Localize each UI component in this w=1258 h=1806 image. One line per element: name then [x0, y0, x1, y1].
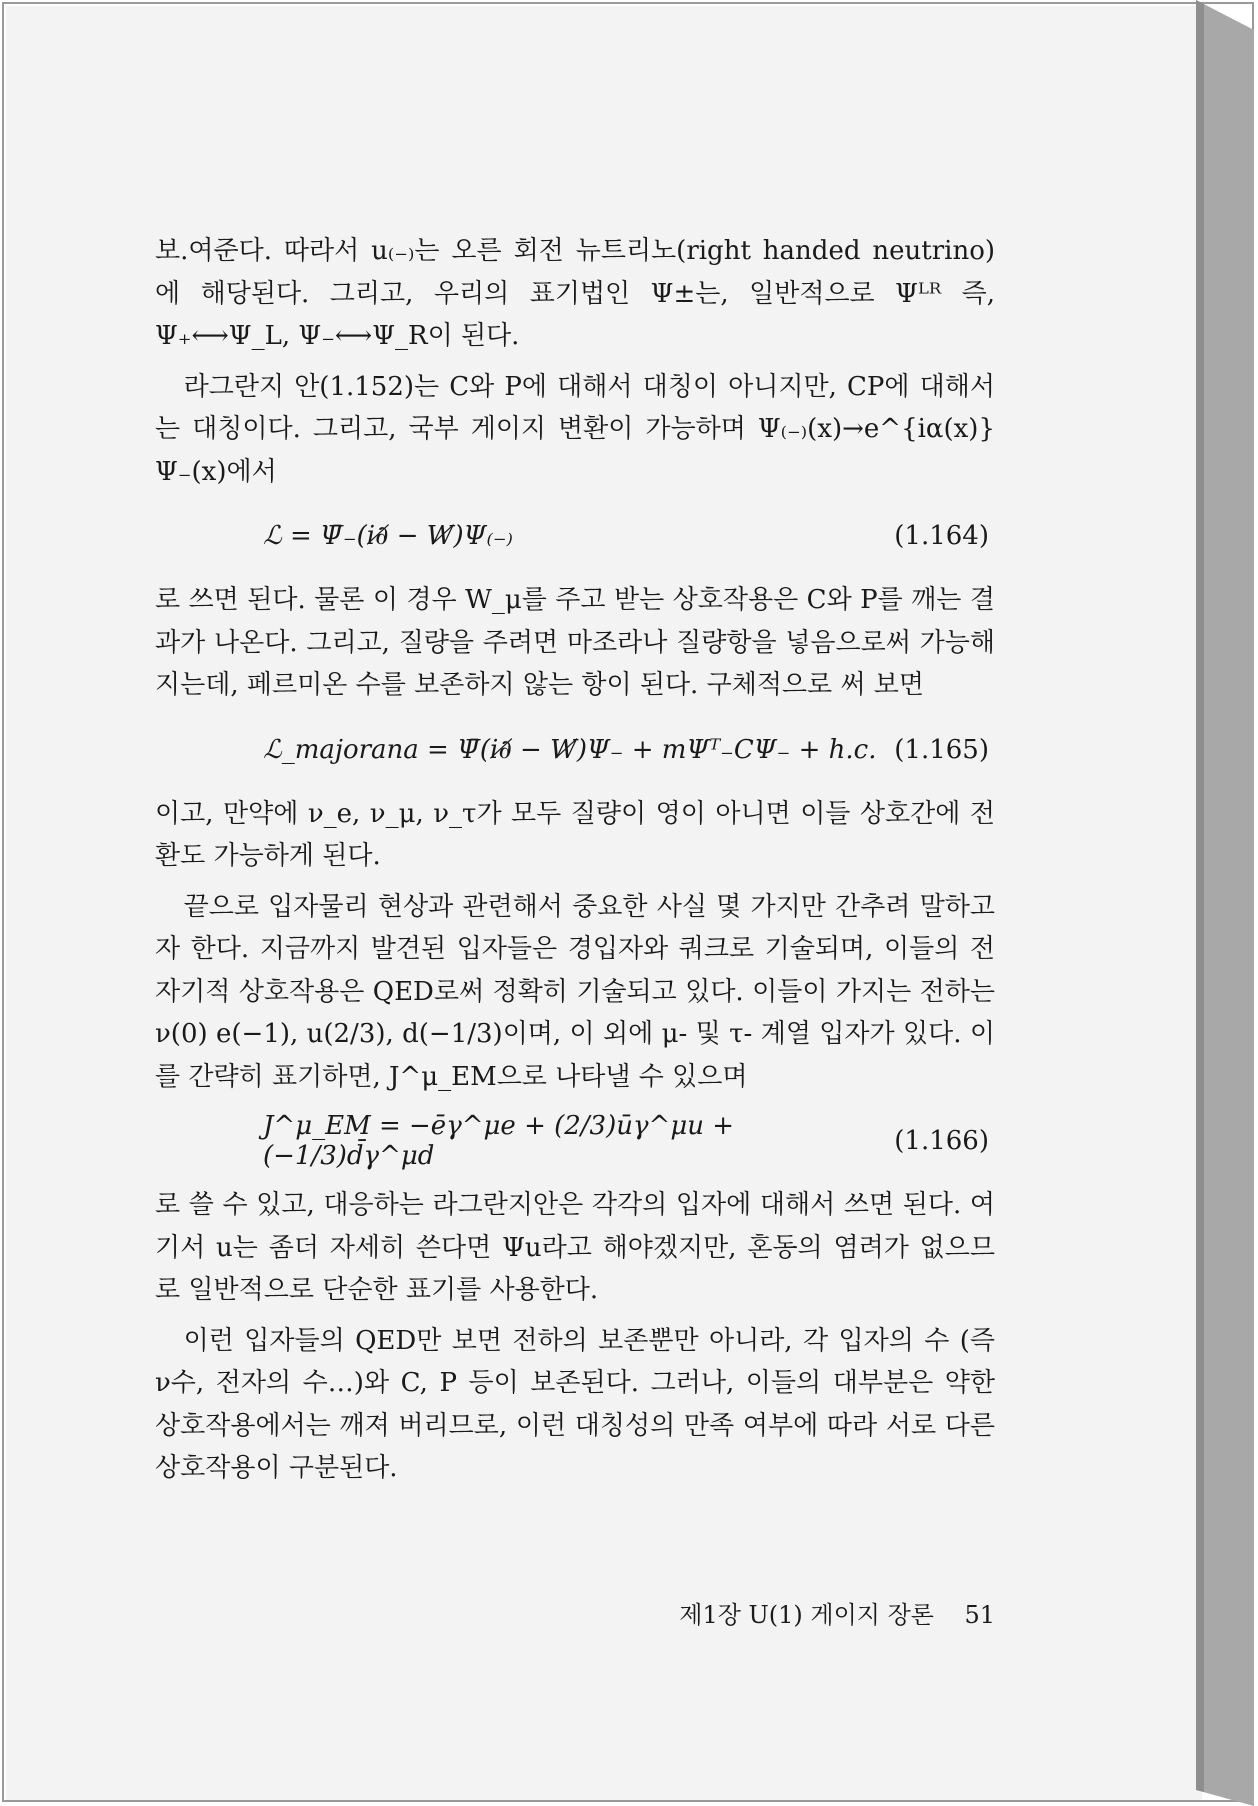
equation-number: (1.165)	[894, 734, 989, 765]
equation-formula: ℒ_majorana = Ψ̄(i∂̸ − W̸)Ψ₋ + mΨᵀ₋CΨ₋ + h.c.	[263, 734, 877, 765]
page-number: 51	[964, 1601, 995, 1629]
equation	[155, 707, 995, 793]
equation-formula: J^μ_EM = −ēγ^μe + (2/3)ūγ^μu + (−1/3)d̄γ^μd	[263, 1111, 735, 1171]
body-text	[155, 230, 995, 1490]
paragraph: 로 쓸 수 있고, 대응하는 라그란지안은 각각의 입자에 대해서 쓰면 된다. 여기서 u는 좀더 자세히 쓴다면 Ψu라고 해야겠지만, 혼동의 염려가 없으므로 일반적으로 단순한 표기를 사용한다.	[155, 1190, 995, 1305]
equation-number: (1.164)	[894, 521, 989, 551]
paragraph: 로 쓰면 된다. 물론 이 경우 W_μ를 주고 받는 상호작용은 C와 P를 깨는 결과가 나온다. 그리고, 질량을 주려면 마조라나 질량항을 넣음으로써 가능해지는데, 페르미온 수를 보존하지 않는 항이 된다. 구체적으로 써 보면	[155, 585, 995, 700]
equation-formula: ℒ = Ψ̄₋(i∂̸ − W̸)Ψ₍₋₎	[263, 521, 513, 551]
page-footer	[155, 1595, 995, 1630]
equation	[155, 1098, 995, 1184]
paragraph: 보.여준다. 따라서 u₍₋₎는 오른 회전 뉴트리노(right handed neutrino) 에 해당된다. 그리고, 우리의 표기법인 Ψ±는, 일반적으로 Ψᴸᴿ 즉, Ψ₊⟷Ψ_L, Ψ₋⟷Ψ_R이 된다.	[155, 236, 995, 351]
equation-number: (1.166)	[894, 1126, 989, 1156]
paragraph: 이런 입자들의 QED만 보면 전하의 보존뿐만 아니라, 각 입자의 수 (즉 ν수, 전자의 수…)와 C, P 등이 보존된다. 그러나, 이들의 대부분은 약한 상호작용에서는 깨져 버리므로, 이런 대칭성의 만족 여부에 따라 서로 다른 상호작용이 구분된다.	[155, 1325, 995, 1483]
paragraph: 라그란지 안(1.152)는 C와 P에 대해서 대칭이 아니지만, CP에 대해서는 대칭이다. 그리고, 국부 게이지 변환이 가능하며 Ψ₍₋₎(x)→e^{iα(x)} Ψ₋(x)에서	[155, 371, 995, 487]
paragraph: 이고, 만약에 ν_e, ν_μ, ν_τ가 모두 질량이 영이 아니면 이들 상호간에 전환도 가능하게 된다.	[155, 798, 995, 871]
equation	[155, 493, 995, 579]
paragraph: 끝으로 입자물리 현상과 관련해서 중요한 사실 몇 가지만 간추려 말하고자 한다. 지금까지 발견된 입자들은 경입자와 쿼크로 기술되며, 이들의 전자기적 상호작용은 QED로써 정확히 기술되고 있다. 이들이 가지는 전하는 ν(0) e(−1), u(2/3), d(−1/3)이며, 이 외에 μ- 및 τ- 계열 입자가 있다. 이를 간략히 표기하면, J^μ_EM으로 나타낼 수 있으며	[155, 891, 995, 1092]
running-head: 제1장 U(1) 게이지 장론	[679, 1601, 934, 1629]
page-fold-edge	[1196, 0, 1254, 1806]
